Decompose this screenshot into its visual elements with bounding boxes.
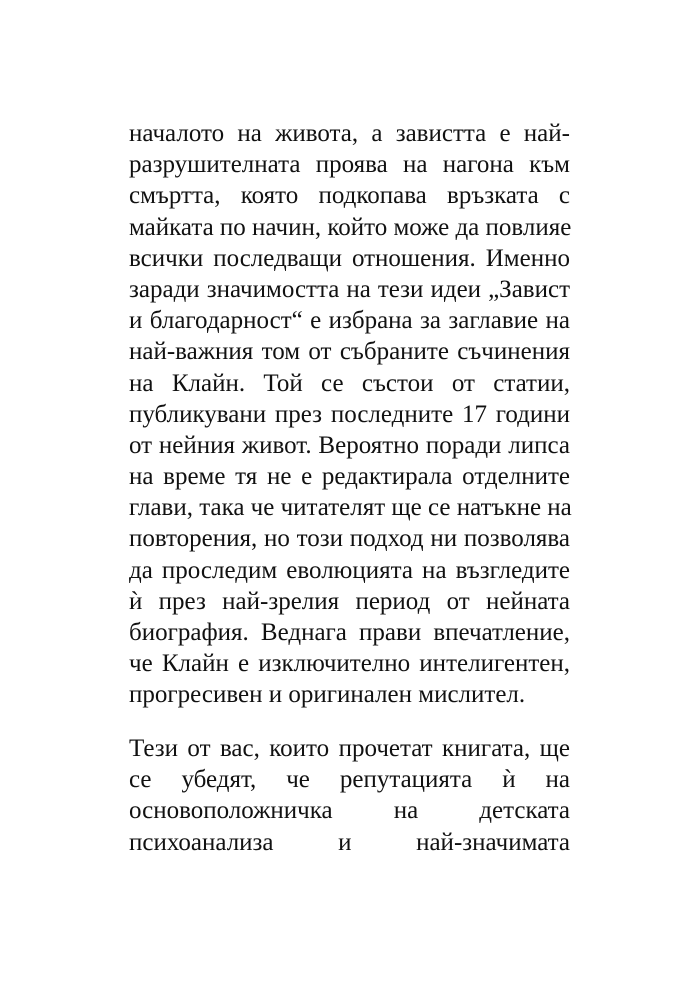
text-line: ѝ през най-зрелия период от нейната (129, 587, 570, 615)
text-line: биография. Веднага прави впечатление, (129, 619, 570, 646)
text-line: най-важния том от събраните съчинения (129, 338, 570, 366)
text-line: че Клайн е изключително интелигентен, (129, 650, 570, 678)
paragraph-2 (129, 733, 570, 858)
text-line: прогресивен и оригинален мислител. (129, 681, 526, 709)
text-line: да проследим еволюцията на възгледите (129, 556, 570, 584)
text-line: основоположничка на детската (129, 797, 570, 825)
text-line: публикувани през последните 17 години (129, 400, 570, 428)
text-line: всички последващи отношения. Именно (129, 244, 570, 272)
text-line: се убедят, че репутацията ѝ на (129, 766, 570, 794)
text-line: на време тя не е редактирала отделните (129, 463, 570, 491)
text-line: и благодарност“ е избрана за заглавие на (129, 307, 570, 335)
text-line: Тези от вас, които прочетат книгата, ще (129, 735, 570, 762)
text-line: на Клайн. Той се състои от статии, (129, 369, 570, 397)
text-line: началото на живота, а завистта е най- (129, 120, 570, 147)
paragraph-1 (129, 118, 570, 711)
text-line: заради значимостта на тези идеи „Завист (129, 275, 570, 303)
text-line: разрушителната проява на нагона към (129, 151, 570, 179)
text-line: повторения, но този подход ни позволява (129, 525, 570, 553)
text-line: смъртта, която подкопава връзката с (129, 182, 570, 210)
text-line: глави, така че читателят ще се натъкне на (129, 494, 572, 522)
text-line: майката по начин, който може да повлияе (129, 213, 572, 241)
text-line: от нейния живот. Вероятно поради липса (129, 431, 570, 459)
text-line: психоанализа и най-значимата (129, 828, 570, 856)
